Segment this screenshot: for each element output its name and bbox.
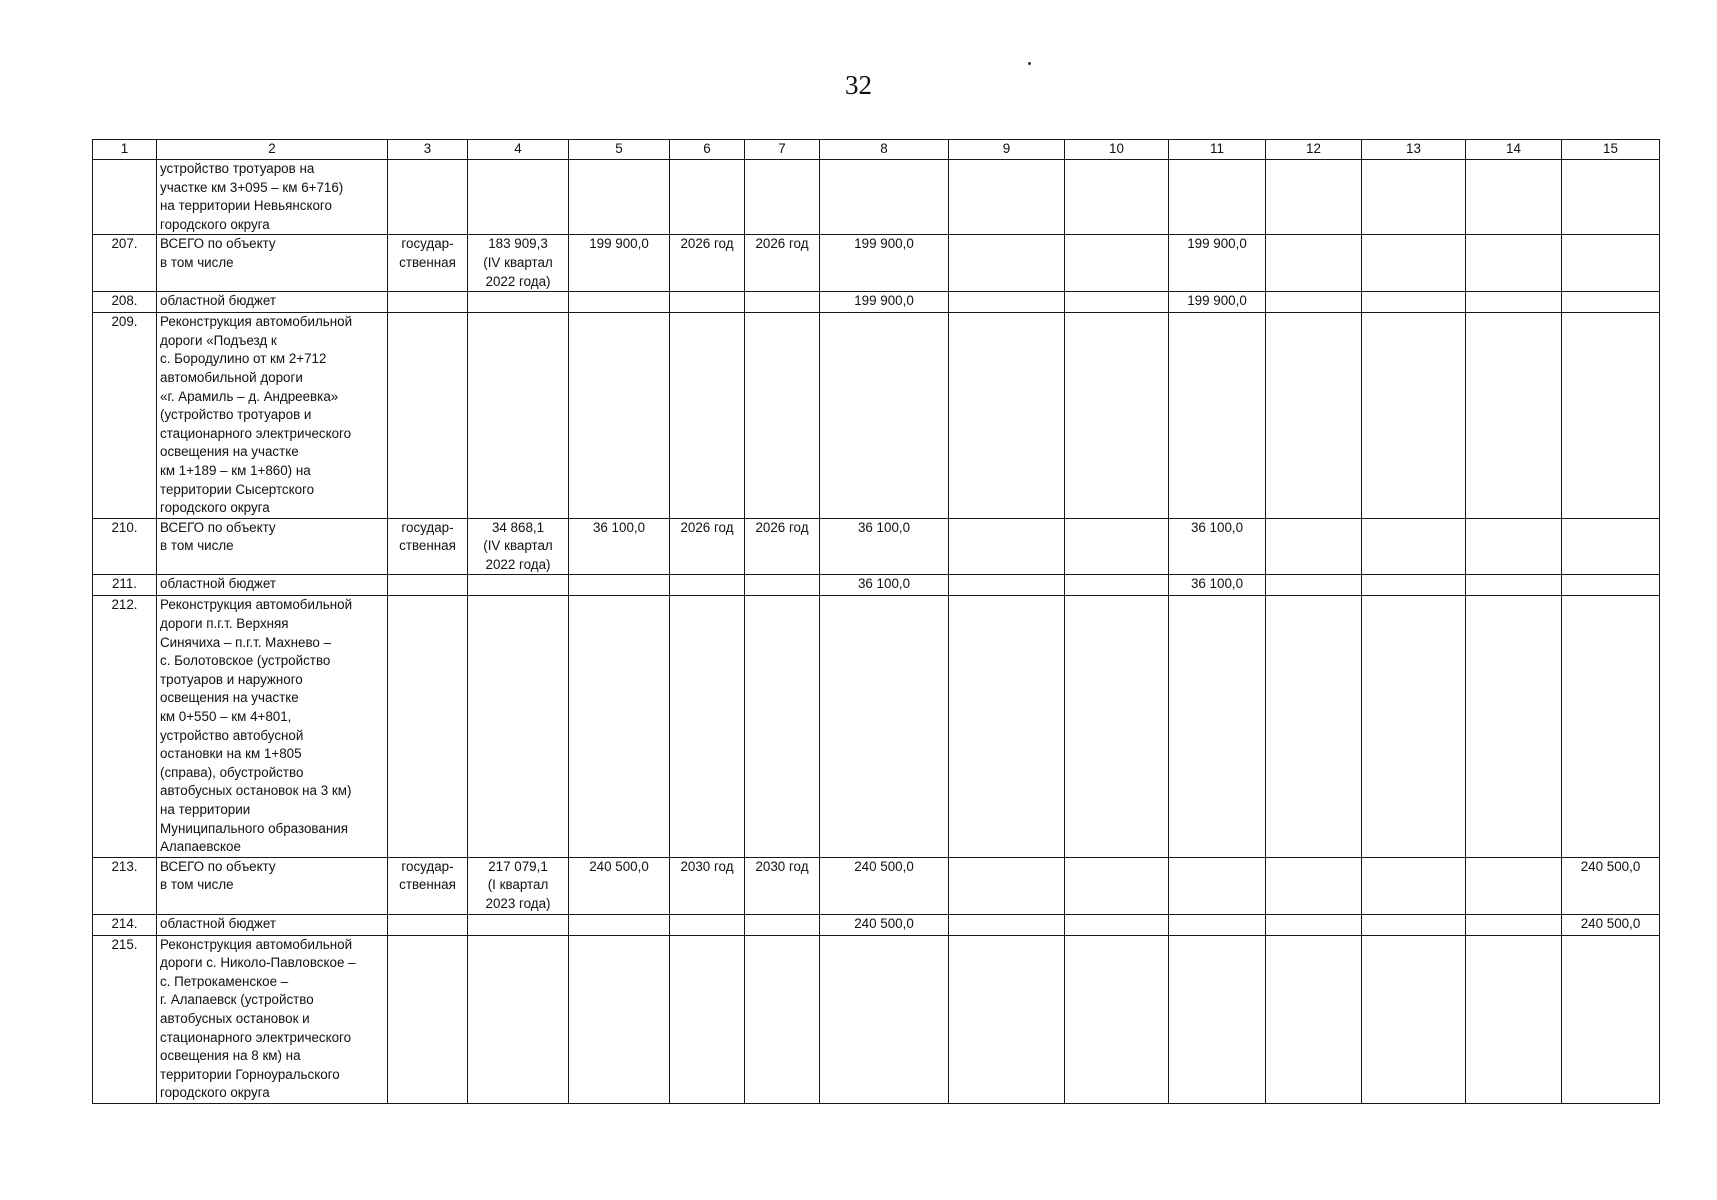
object-description-line: территории Сысертского <box>160 481 315 497</box>
object-description-line: Алапаевское <box>160 839 241 855</box>
funding-col-15 <box>1562 235 1660 292</box>
table-row <box>93 596 1660 857</box>
estimated-cost-line: 2023 года) <box>485 895 551 911</box>
column-header-10: 10 <box>1065 140 1169 160</box>
cell-col-5 <box>569 575 670 596</box>
object-description-line: освещения на участке <box>160 444 299 460</box>
cell-col-10 <box>1065 160 1169 235</box>
object-description <box>157 935 388 1103</box>
cell-col-6 <box>670 292 745 313</box>
funding-total: 36 100,0 <box>820 518 949 575</box>
cell-col-10 <box>1065 518 1169 575</box>
cell-col-4 <box>468 575 569 596</box>
cell-col-9 <box>949 292 1065 313</box>
end-year: 2030 год <box>745 857 820 914</box>
cell-col-4 <box>468 313 569 519</box>
cell-col-8 <box>820 596 949 857</box>
budget-col-15 <box>1562 575 1660 596</box>
estimated-cost <box>468 857 569 914</box>
object-total-label-line: в том числе <box>160 538 234 554</box>
object-description <box>157 313 388 519</box>
object-total-label <box>157 857 388 914</box>
column-header-15: 15 <box>1562 140 1660 160</box>
object-description-line: стационарного электрического <box>160 1029 352 1045</box>
object-description-line: г. Алапаевск (устройство <box>160 992 314 1008</box>
object-description-line: городского округа <box>160 1085 270 1101</box>
column-header-3: 3 <box>388 140 468 160</box>
object-description-line: дороги п.г.т. Верхняя <box>160 616 289 632</box>
cell-col-3 <box>388 575 468 596</box>
object-description-line: на территории <box>160 802 251 817</box>
object-total-label <box>157 235 388 292</box>
cell-col-13 <box>1362 914 1466 935</box>
row-number <box>93 160 157 235</box>
budget-total: 199 900,0 <box>820 292 949 313</box>
cell-col-7 <box>745 596 820 857</box>
cell-col-3 <box>388 935 468 1103</box>
row-number: 212. <box>93 596 157 857</box>
cell-col-14 <box>1466 518 1562 575</box>
object-description-line: устройство тротуаров на <box>160 161 315 176</box>
budget-label: областной бюджет <box>157 292 388 313</box>
cell-col-14 <box>1466 914 1562 935</box>
start-year: 2026 год <box>670 518 745 575</box>
cell-col-14 <box>1466 292 1562 313</box>
estimated-cost-line: 217 079,1 <box>488 858 548 874</box>
object-description-line: стационарного электрического <box>160 425 352 441</box>
table-row <box>93 235 1660 292</box>
cell-col-10 <box>1065 313 1169 519</box>
row-number: 207. <box>93 235 157 292</box>
object-description-line: Реконструкция автомобильной <box>160 597 353 613</box>
table-row <box>93 935 1660 1103</box>
cell-col-15 <box>1562 160 1660 235</box>
funding-total: 240 500,0 <box>820 857 949 914</box>
ownership-type <box>388 235 468 292</box>
table-row <box>93 313 1660 519</box>
ownership-type-line: ственная <box>399 877 456 893</box>
estimated-cost-line: 34 868,1 <box>491 519 545 535</box>
cell-col-10 <box>1065 935 1169 1103</box>
cell-col-11 <box>1169 160 1266 235</box>
column-header-8: 8 <box>820 140 949 160</box>
estimated-cost-line: 2022 года) <box>485 273 551 289</box>
start-year: 2030 год <box>670 857 745 914</box>
cell-col-3 <box>388 292 468 313</box>
estimated-cost <box>468 235 569 292</box>
object-description-line: автомобильной дороги <box>160 369 303 385</box>
cell-col-7 <box>745 292 820 313</box>
object-description-line: автобусных остановок и <box>160 1010 310 1026</box>
cell-col-15 <box>1562 313 1660 519</box>
cell-col-6 <box>670 596 745 857</box>
cell-col-5 <box>569 935 670 1103</box>
cell-col-12 <box>1266 935 1362 1103</box>
object-total-label-line: ВСЕГО по объекту <box>160 519 276 535</box>
cell-col-4 <box>468 160 569 235</box>
cell-col-5 <box>569 914 670 935</box>
ownership-type <box>388 518 468 575</box>
table-body <box>93 160 1660 1104</box>
cell-col-9 <box>949 160 1065 235</box>
object-description <box>157 160 388 235</box>
cell-col-12 <box>1266 518 1362 575</box>
cell-col-9 <box>949 575 1065 596</box>
cell-col-14 <box>1466 160 1562 235</box>
object-description-line: (устройство тротуаров и <box>160 407 312 423</box>
estimated-cost-line: (IV квартал <box>483 538 553 554</box>
cell-col-9 <box>949 914 1065 935</box>
cell-col-13 <box>1362 518 1466 575</box>
cell-col-6 <box>670 160 745 235</box>
cell-col-4 <box>468 935 569 1103</box>
cell-col-3 <box>388 914 468 935</box>
object-description-line: Муниципального образования <box>160 820 348 836</box>
cell-col-6 <box>670 575 745 596</box>
scan-speck <box>1028 62 1031 65</box>
object-description-line: «г. Арамиль – д. Андреевка» <box>160 388 339 404</box>
object-total-label-line: ВСЕГО по объекту <box>160 236 276 252</box>
cell-col-3 <box>388 313 468 519</box>
column-header-6: 6 <box>670 140 745 160</box>
funding-col-11: 199 900,0 <box>1169 235 1266 292</box>
cell-col-15 <box>1562 596 1660 857</box>
object-description-line: городского округа <box>160 216 270 232</box>
object-description-line: автобусных остановок на 3 км) <box>160 783 352 799</box>
ownership-type-line: государ- <box>401 236 454 252</box>
column-number-row <box>93 140 1660 160</box>
cell-col-8 <box>820 160 949 235</box>
object-description-line: км 0+550 – км 4+801, <box>160 709 292 725</box>
cell-col-13 <box>1362 596 1466 857</box>
funding-col-15 <box>1562 518 1660 575</box>
end-year: 2026 год <box>745 235 820 292</box>
ownership-type-line: ственная <box>399 254 456 270</box>
ownership-type <box>388 857 468 914</box>
ownership-type-line: государ- <box>401 858 454 874</box>
object-description-line: с. Петрокаменское – <box>160 973 289 989</box>
object-description-line: Реконструкция автомобильной <box>160 936 353 952</box>
cell-col-9 <box>949 935 1065 1103</box>
page-number: 32 <box>845 70 872 100</box>
column-header-12: 12 <box>1266 140 1362 160</box>
cell-col-4 <box>468 596 569 857</box>
cell-col-6 <box>670 313 745 519</box>
column-header-14: 14 <box>1466 140 1562 160</box>
row-number: 211. <box>93 575 157 596</box>
cell-col-6 <box>670 935 745 1103</box>
row-number: 215. <box>93 935 157 1103</box>
budget-col-15 <box>1562 292 1660 313</box>
object-description-line: участке км 3+095 – км 6+716) <box>160 179 344 195</box>
table-row <box>93 575 1660 596</box>
cell-col-4 <box>468 914 569 935</box>
funding-col-11: 36 100,0 <box>1169 518 1266 575</box>
cell-col-5 <box>569 160 670 235</box>
cell-col-13 <box>1362 292 1466 313</box>
funding-col-15: 240 500,0 <box>1562 857 1660 914</box>
cell-col-14 <box>1466 857 1562 914</box>
object-description-line: освещения на участке <box>160 690 299 706</box>
row-number: 209. <box>93 313 157 519</box>
cell-col-3 <box>388 160 468 235</box>
budget-col-15: 240 500,0 <box>1562 914 1660 935</box>
column-header-7: 7 <box>745 140 820 160</box>
object-total-label-line: в том числе <box>160 877 234 893</box>
cell-col-12 <box>1266 575 1362 596</box>
object-description-line: дороги «Подъезд к <box>160 332 277 348</box>
estimated-cost-line: 183 909,3 <box>488 236 548 252</box>
table-row <box>93 160 1660 235</box>
estimated-cost <box>468 518 569 575</box>
object-total-label <box>157 518 388 575</box>
object-description-line: освещения на 8 км) на <box>160 1048 301 1064</box>
cell-col-5 <box>569 313 670 519</box>
column-header-13: 13 <box>1362 140 1466 160</box>
cell-col-13 <box>1362 235 1466 292</box>
cell-col-10 <box>1065 857 1169 914</box>
cell-col-8 <box>820 935 949 1103</box>
funding-col-11 <box>1169 857 1266 914</box>
cell-col-13 <box>1362 160 1466 235</box>
budget-total: 36 100,0 <box>820 575 949 596</box>
column-header-11: 11 <box>1169 140 1266 160</box>
object-description-line: Реконструкция автомобильной <box>160 314 353 330</box>
cell-col-11 <box>1169 596 1266 857</box>
cell-col-12 <box>1266 292 1362 313</box>
end-year: 2026 год <box>745 518 820 575</box>
row-number: 210. <box>93 518 157 575</box>
cell-col-14 <box>1466 313 1562 519</box>
object-description-line: на территории Невьянского <box>160 198 332 214</box>
cell-col-12 <box>1266 857 1362 914</box>
cell-col-12 <box>1266 596 1362 857</box>
object-description-line: км 1+189 – км 1+860) на <box>160 462 311 478</box>
budget-col-11: 199 900,0 <box>1169 292 1266 313</box>
table-row <box>93 518 1660 575</box>
cell-col-13 <box>1362 313 1466 519</box>
cell-col-5 <box>569 596 670 857</box>
estimated-cost-line: (IV квартал <box>483 254 553 270</box>
cell-col-7 <box>745 160 820 235</box>
cell-col-14 <box>1466 575 1562 596</box>
row-number: 208. <box>93 292 157 313</box>
cell-col-12 <box>1266 235 1362 292</box>
cell-col-10 <box>1065 292 1169 313</box>
row-number: 214. <box>93 914 157 935</box>
object-description-line: территории Горноуральского <box>160 1066 340 1082</box>
estimated-cost-line: 2022 года) <box>485 556 551 572</box>
cell-col-13 <box>1362 935 1466 1103</box>
ownership-type-line: ственная <box>399 538 456 554</box>
cell-col-14 <box>1466 235 1562 292</box>
cell-col-10 <box>1065 914 1169 935</box>
cell-col-5 <box>569 292 670 313</box>
ownership-type-line: государ- <box>401 519 454 535</box>
cell-col-4 <box>468 292 569 313</box>
cell-col-14 <box>1466 596 1562 857</box>
cell-col-3 <box>388 596 468 857</box>
object-total-label-line: ВСЕГО по объекту <box>160 858 276 874</box>
cell-col-6 <box>670 914 745 935</box>
cell-col-10 <box>1065 575 1169 596</box>
row-number: 213. <box>93 857 157 914</box>
column-header-1: 1 <box>93 140 157 160</box>
cell-col-11 <box>1169 313 1266 519</box>
cell-col-12 <box>1266 160 1362 235</box>
cell-col-9 <box>949 518 1065 575</box>
column-header-5: 5 <box>569 140 670 160</box>
object-description-line: с. Бородулино от км 2+712 <box>160 351 327 367</box>
cell-col-12 <box>1266 313 1362 519</box>
object-description-line: с. Болотовское (устройство <box>160 653 331 669</box>
total-cost: 199 900,0 <box>569 235 670 292</box>
cell-col-7 <box>745 914 820 935</box>
budget-total: 240 500,0 <box>820 914 949 935</box>
cell-col-7 <box>745 935 820 1103</box>
object-description-line: тротуаров и наружного <box>160 671 303 687</box>
cell-col-12 <box>1266 914 1362 935</box>
column-header-4: 4 <box>468 140 569 160</box>
column-header-2: 2 <box>157 140 388 160</box>
estimated-cost-line: (I квартал <box>487 877 549 893</box>
total-cost: 36 100,0 <box>569 518 670 575</box>
cell-col-9 <box>949 596 1065 857</box>
budget-table <box>92 139 1660 1104</box>
funding-total: 199 900,0 <box>820 235 949 292</box>
budget-col-11: 36 100,0 <box>1169 575 1266 596</box>
budget-label: областной бюджет <box>157 575 388 596</box>
cell-col-14 <box>1466 935 1562 1103</box>
cell-col-7 <box>745 575 820 596</box>
cell-col-15 <box>1562 935 1660 1103</box>
cell-col-10 <box>1065 596 1169 857</box>
cell-col-9 <box>949 313 1065 519</box>
object-description-line: (справа), обустройство <box>160 764 304 780</box>
budget-col-11 <box>1169 914 1266 935</box>
table-row <box>93 857 1660 914</box>
cell-col-13 <box>1362 575 1466 596</box>
cell-col-11 <box>1169 935 1266 1103</box>
start-year: 2026 год <box>670 235 745 292</box>
column-header-9: 9 <box>949 140 1065 160</box>
cell-col-9 <box>949 857 1065 914</box>
cell-col-10 <box>1065 235 1169 292</box>
object-description <box>157 596 388 857</box>
object-description-line: дороги с. Николо-Павловское – <box>160 955 356 971</box>
budget-label: областной бюджет <box>157 914 388 935</box>
cell-col-8 <box>820 313 949 519</box>
cell-col-13 <box>1362 857 1466 914</box>
total-cost: 240 500,0 <box>569 857 670 914</box>
object-description-line: устройство автобусной <box>160 727 304 743</box>
cell-col-9 <box>949 235 1065 292</box>
object-description-line: Синячиха – п.г.т. Махнево – <box>160 634 332 650</box>
object-description-line: остановки на км 1+805 <box>160 746 302 762</box>
object-description-line: городского округа <box>160 500 270 516</box>
cell-col-7 <box>745 313 820 519</box>
object-total-label-line: в том числе <box>160 254 234 270</box>
table-row <box>93 914 1660 935</box>
table-row <box>93 292 1660 313</box>
